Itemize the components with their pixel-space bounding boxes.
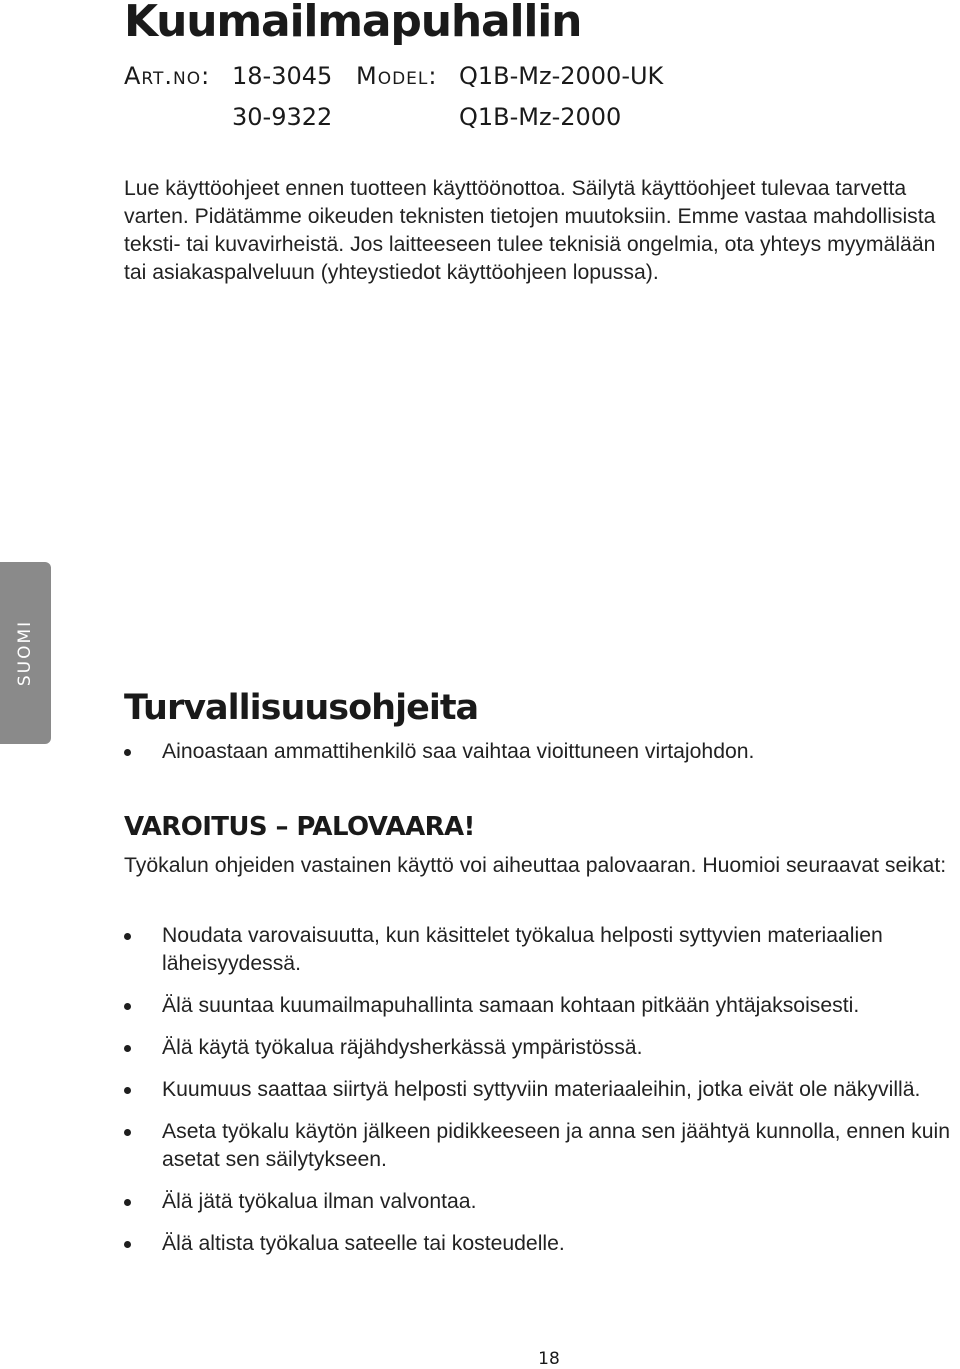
list-item: Noudata varovaisuutta, kun käsittelet työkalua helposti syttyvien materiaalien läheisyydessä. (124, 922, 960, 978)
warning-list (124, 922, 960, 1258)
model-value: Q1B-Mz-2000 (459, 103, 622, 131)
bullet-icon (124, 933, 131, 940)
list-item: Aseta työkalu käytön jälkeen pidikkeeseen ja anna sen jäähtyä kunnolla, ennen kuin asetat sen säilytykseen. (124, 1118, 960, 1174)
page-number: 18 (538, 1349, 560, 1369)
warning-paragraph: Työkalun ohjeiden vastainen käyttö voi aiheuttaa palovaaran. Huomioi seuraavat seikat: (124, 854, 947, 877)
intro-paragraph: Lue käyttöohjeet ennen tuotteen käyttöönottoa. Säilytä käyttöohjeet tulevaa tarvetta varten. Pidätämme oikeuden teknisten tietojen muutoksiin. Emme vastaa mahdollisista teksti- tai kuvavirheistä. Jos laitteeseen tulee teknisiä ongelmia, ota yhteys myymälään tai asiakaspalveluun (yhteystiedot käyttöohjeen lopussa). (124, 177, 936, 284)
language-tab-label: SUOMI (15, 619, 36, 687)
bullet-icon (124, 749, 131, 756)
model-label: Model: (356, 62, 438, 90)
bullet-icon (124, 1087, 131, 1094)
list-item: Kuumuus saattaa siirtyä helposti syttyviin materiaaleihin, jotka eivät ole näkyvillä. (124, 1076, 960, 1104)
language-tab (0, 562, 51, 744)
bullet-icon (124, 1129, 131, 1136)
bullet-icon (124, 1003, 131, 1010)
list-item: Ainoastaan ammattihenkilö saa vaihtaa vioittuneen virtajohdon. (124, 738, 960, 766)
art-no-label: Art.no: (124, 62, 211, 90)
art-no-value: 18-3045 (232, 62, 333, 90)
bullet-icon (124, 1045, 131, 1052)
warning-heading: VAROITUS – PALOVAARA! (124, 812, 475, 842)
list-item: Älä käytä työkalua räjähdysherkässä ympäristössä. (124, 1034, 960, 1062)
art-no-value: 30-9322 (232, 103, 333, 131)
document-title: Kuumailmapuhallin (124, 0, 582, 47)
model-value: Q1B-Mz-2000-UK (459, 62, 664, 90)
bullet-icon (124, 1241, 131, 1248)
safety-list (124, 738, 960, 766)
list-item: Älä altista työkalua sateelle tai kosteudelle. (124, 1230, 960, 1258)
list-item: Älä suuntaa kuumailmapuhallinta samaan kohtaan pitkään yhtäjaksoisesti. (124, 992, 960, 1020)
safety-heading: Turvallisuusohjeita (124, 688, 479, 728)
list-item: Älä jätä työkalua ilman valvontaa. (124, 1188, 960, 1216)
bullet-icon (124, 1199, 131, 1206)
